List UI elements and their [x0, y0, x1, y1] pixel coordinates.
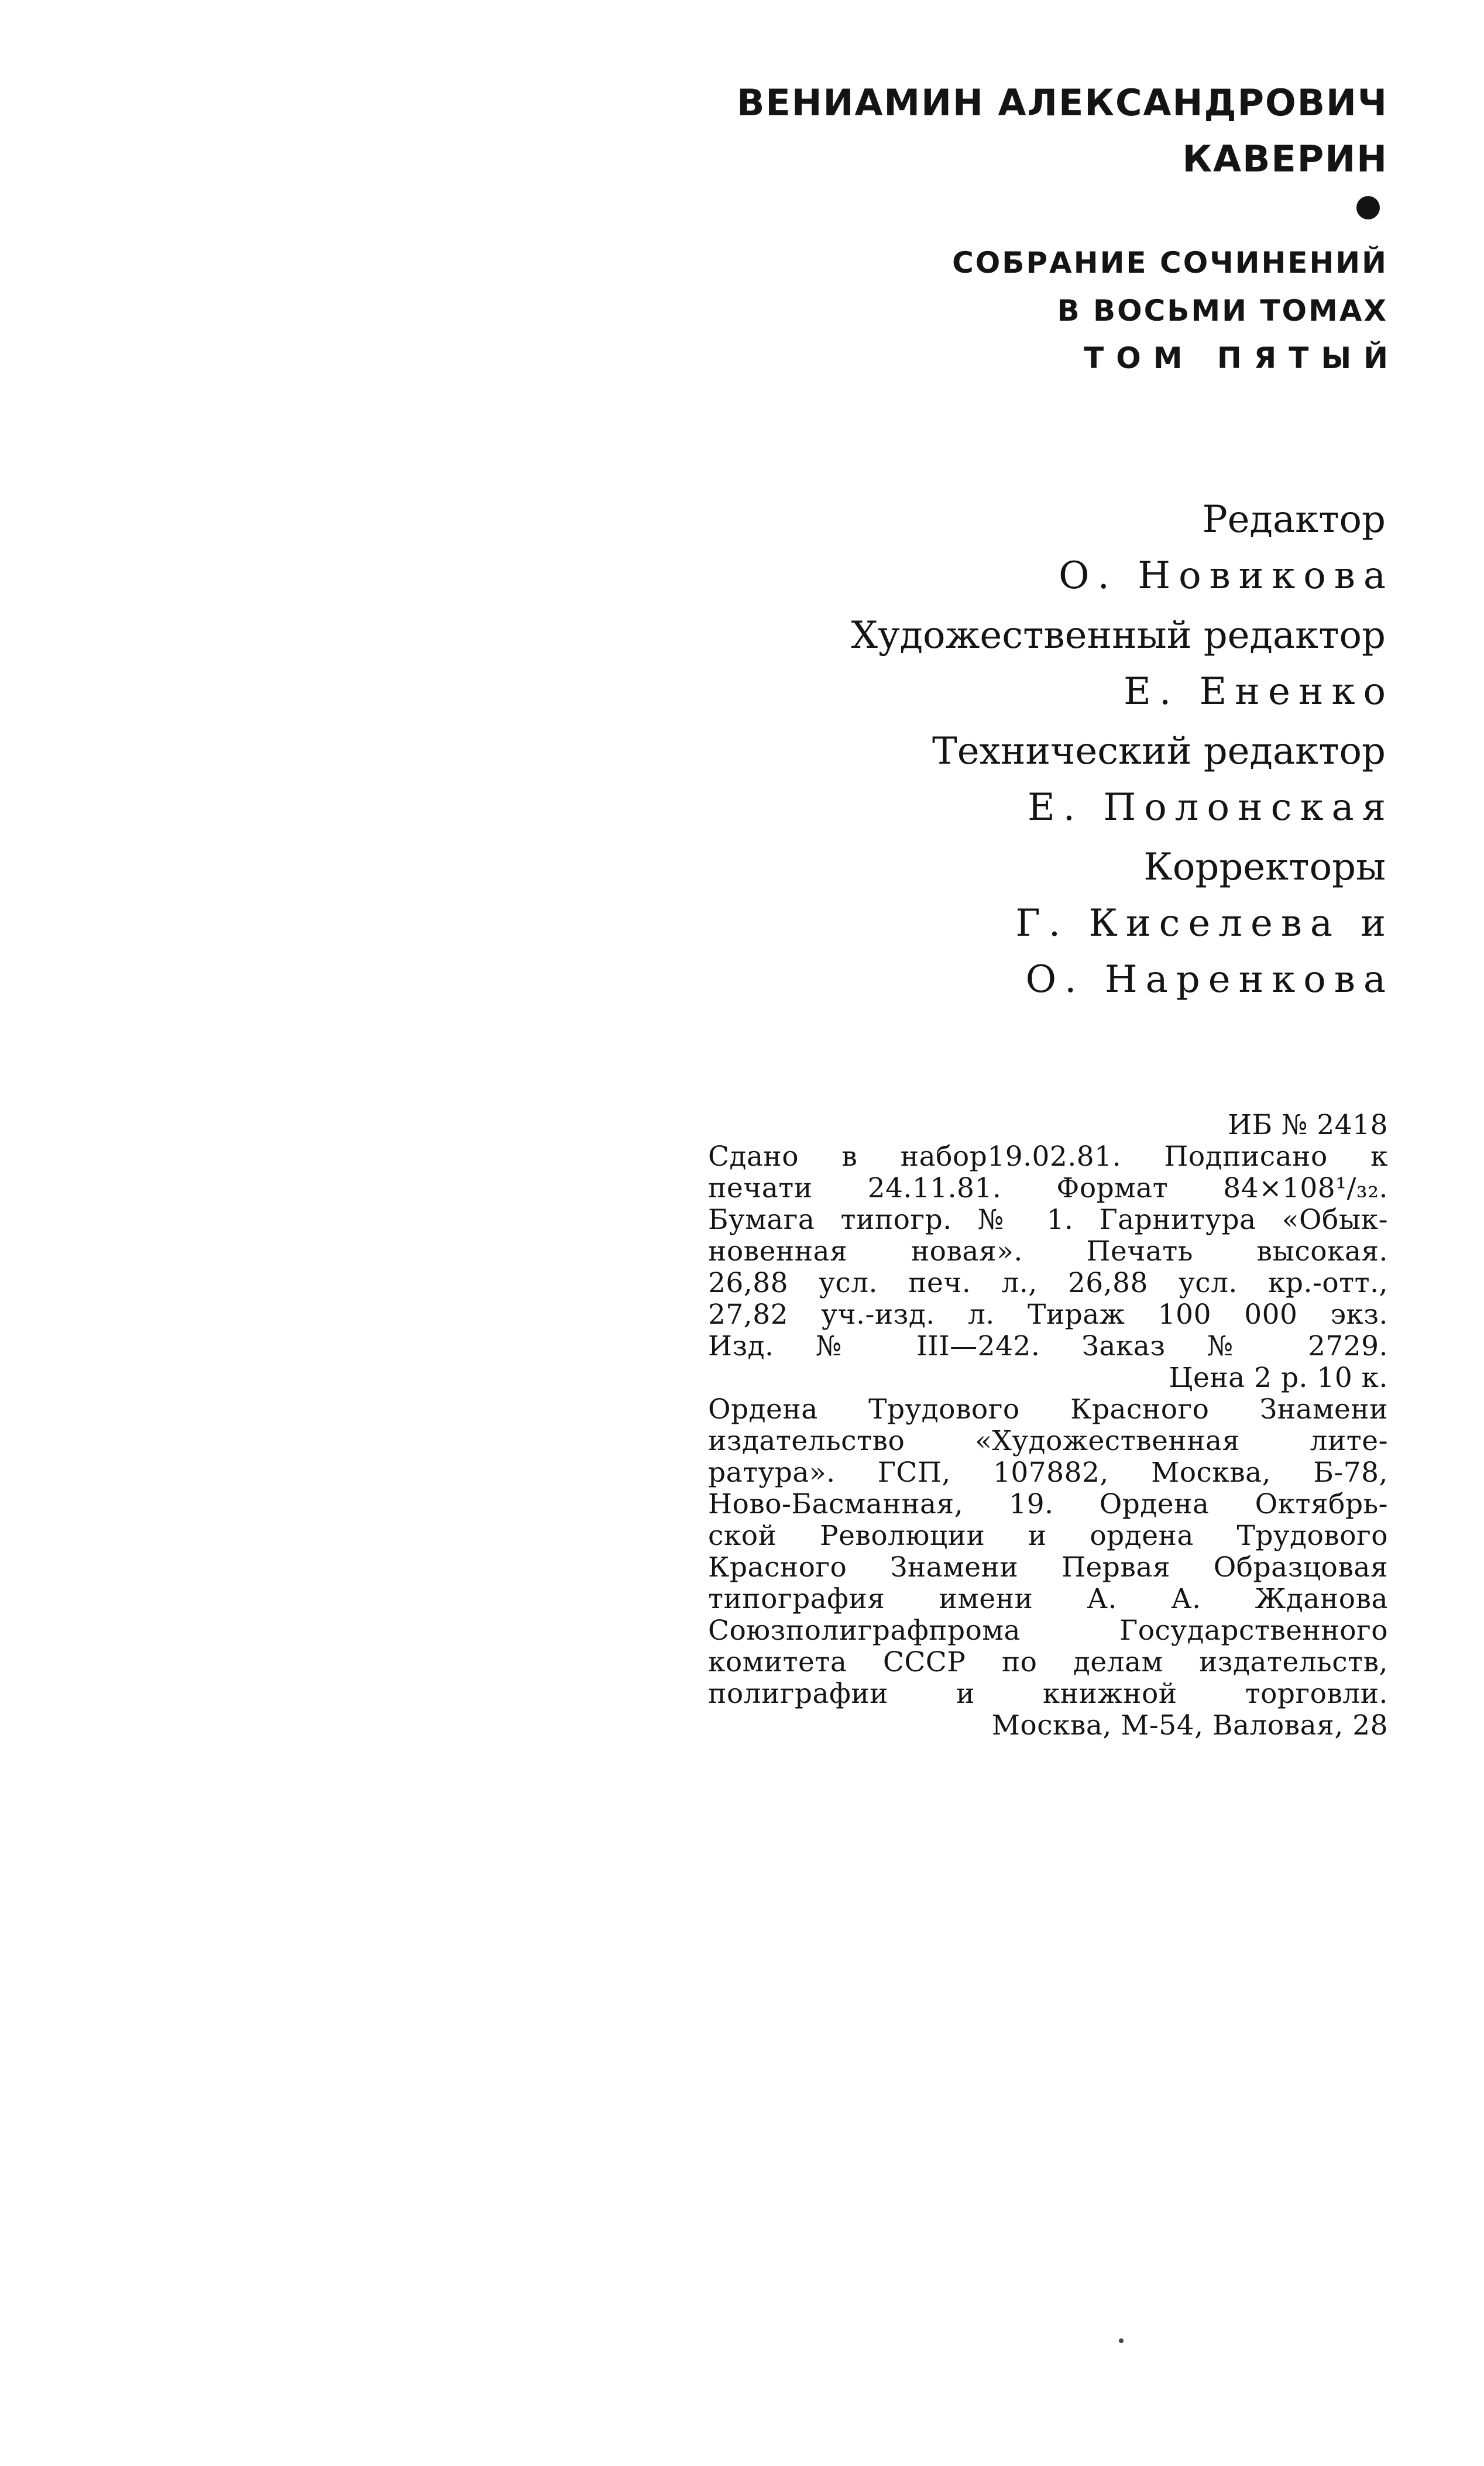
collection-title-line-2: В ВОСЬМИ ТОМАХ — [1057, 294, 1388, 328]
colophon-line: 27,82 уч.-изд. л. Тираж 100 000 экз. — [708, 1299, 1388, 1331]
colophon-line: новенная новая». Печать высокая. — [708, 1235, 1388, 1268]
colophon-line: 26,88 усл. печ. л., 26,88 усл. кр.-отт., — [708, 1267, 1388, 1299]
price: Цена 2 р. 10 к. — [1169, 1362, 1388, 1394]
publisher-line: полиграфии и книжной торговли. — [708, 1678, 1388, 1710]
publisher-line: ратура». ГСП, 107882, Москва, Б-78, — [708, 1457, 1388, 1489]
author-name-line-2: КАВЕРИН — [1182, 138, 1388, 180]
bullet-ornament-icon — [1356, 196, 1380, 219]
credit-role: Художественный редактор — [851, 614, 1386, 657]
author-name-line-1: ВЕНИАМИН АЛЕКСАНДРОВИЧ — [737, 81, 1388, 124]
credit-name: О. Новикова — [1059, 554, 1394, 597]
colophon-line: Бумага типогр. № 1. Гарнитура «Обык- — [708, 1204, 1388, 1236]
print-speck — [1119, 2338, 1124, 2343]
credit-name: Е. Полонская — [1028, 786, 1394, 829]
colophon-line: Изд. № III—242. Заказ № 2729. — [708, 1330, 1388, 1362]
publisher-line: Ордена Трудового Красного Знамени — [708, 1393, 1388, 1426]
publisher-line: Союзполиграфпрома Государственного — [708, 1615, 1388, 1647]
publisher-line: издательство «Художественная лите- — [708, 1425, 1388, 1457]
colophon-line: Сдано в набор19.02.81. Подписано к — [708, 1141, 1388, 1173]
collection-title — [952, 239, 1388, 335]
credit-name: О. Наренкова — [1025, 958, 1394, 1001]
credit-role: Редактор — [1202, 498, 1386, 541]
volume-title: ТОМ ПЯТЫЙ — [1084, 341, 1400, 375]
publisher-line: типография имени А. А. Жданова — [708, 1583, 1388, 1615]
editor-credits — [851, 492, 1394, 1008]
credit-name: Г. Киселева и — [1015, 902, 1394, 945]
license-number: ИБ № 2418 — [1228, 1109, 1388, 1141]
publisher-line: ской Революции и ордена Трудового — [708, 1520, 1388, 1552]
publisher-line: комитета СССР по делам издательств, — [708, 1646, 1388, 1678]
credit-name: Е. Ененко — [1124, 670, 1394, 713]
publisher-line: Ново-Басманная, 19. Ордена Октябрь- — [708, 1488, 1388, 1520]
printer-address: Москва, М-54, Валовая, 28 — [991, 1709, 1388, 1742]
author-name — [737, 75, 1388, 187]
colophon-line: печати 24.11.81. Формат 84×108¹/₃₂. — [708, 1172, 1388, 1204]
credit-role: Корректоры — [1143, 846, 1386, 889]
colophon — [708, 1110, 1388, 1742]
publisher-line: Красного Знамени Первая Образцовая — [708, 1551, 1388, 1584]
credit-role: Технический редактор — [932, 730, 1386, 773]
collection-title-line-1: СОБРАНИЕ СОЧИНЕНИЙ — [952, 246, 1388, 280]
